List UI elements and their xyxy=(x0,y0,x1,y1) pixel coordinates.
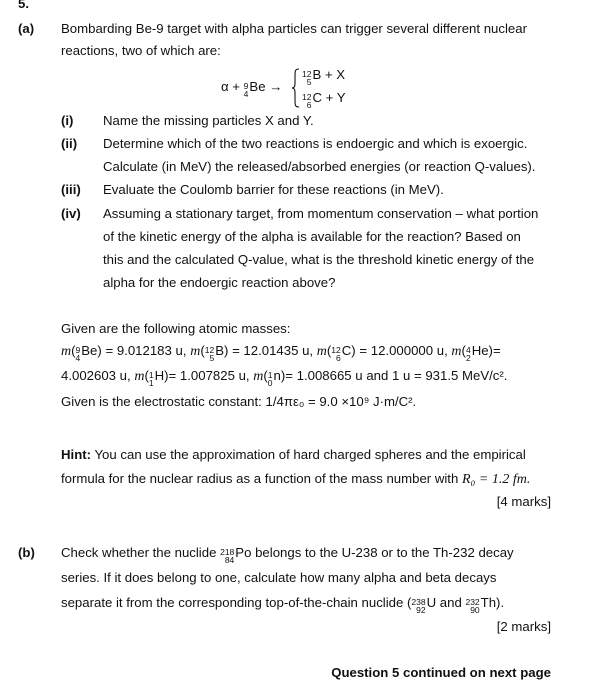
subpart-label-ii: (ii) xyxy=(61,136,78,151)
be-nuclide: 9 4 Be xyxy=(243,79,266,99)
part-a-marks: [4 marks] xyxy=(496,494,551,509)
alpha-symbol: α xyxy=(221,79,229,94)
subpart-iv-line3: this and the calculated Q-value, what is the threshold kinetic energy of the xyxy=(103,252,535,267)
subpart-i-text: Name the missing particles X and Y. xyxy=(103,113,314,128)
subpart-label-iii: (iii) xyxy=(61,182,81,197)
given-title: Given are the following atomic masses: xyxy=(61,321,291,336)
constant-value: 1/4πε₀ = 9.0 ×10⁹ J·m/C². xyxy=(265,394,417,409)
subpart-iv-line1: Assuming a stationary target, from momentum conservation – what portion xyxy=(103,206,539,221)
product-line-1: 12 5 B + X xyxy=(302,67,346,87)
reaction-equation xyxy=(221,66,421,112)
part-b-line3: separate it from the corresponding top-of-the-chain nuclide ( 238 92 U and 232 90 Th ). xyxy=(61,595,505,615)
part-a-label: (a) xyxy=(18,21,35,36)
masses-line-1: m( 9 4 Be) = 9.012183 u, m( 12 5 B) = 12.01435 u, m( 12 6 C) = 12.000000 u, m( 4 2 He)= xyxy=(61,343,501,363)
brace-icon xyxy=(291,68,301,108)
question-number: 5. xyxy=(18,0,29,11)
subpart-iv-line4: alpha for the endoergic reaction above? xyxy=(103,275,336,290)
hint-line-2: formula for the nuclear radius as a function of the mass number with R₀ = 1.2 fm. xyxy=(61,471,531,487)
part-b-line2: series. If it does belong to one, calculate how many alpha and beta decays xyxy=(61,570,497,585)
th-nuclide: 232 90 Th xyxy=(465,595,497,615)
continued-footer: Question 5 continued on next page xyxy=(331,665,551,680)
hint-label: Hint: xyxy=(61,447,92,462)
u-nuclide: 238 92 U xyxy=(411,595,437,615)
subpart-iv-line2: of the kinetic energy of the alpha is available for the reaction? Based on xyxy=(103,229,521,244)
po-nuclide: 218 84 Po xyxy=(220,545,252,565)
masses-line-2: 4.002603 u, m( 1 1 H)= 1.007825 u, m( 1 0 n)= 1.008665 u and 1 u = 931.5 MeV/c². xyxy=(61,368,508,388)
part-b-label: (b) xyxy=(18,545,35,560)
part-a-intro-line2: reactions, two of which are: xyxy=(61,43,221,58)
subpart-ii-line1: Determine which of the two reactions is endoergic and which is exoergic. xyxy=(103,136,528,151)
subpart-label-iv: (iv) xyxy=(61,206,81,221)
part-b-line1: Check whether the nuclide 218 84 Po belongs to the U-238 or to the Th-232 decay xyxy=(61,545,514,565)
r0-value: R₀ = 1.2 fm. xyxy=(461,472,531,487)
part-a-intro-line1: Bombarding Be-9 target with alpha particles can trigger several different nuclear xyxy=(61,21,527,36)
constant-line: Given is the electrostatic constant: 1/4πε₀ = 9.0 ×10⁹ J·m/C². xyxy=(61,394,417,409)
plus-sign: + xyxy=(232,79,240,94)
subpart-label-i: (i) xyxy=(61,113,74,128)
subpart-iii-text: Evaluate the Coulomb barrier for these reactions (in MeV). xyxy=(103,182,444,197)
product-line-2: 12 6 C + Y xyxy=(302,90,346,110)
arrow: → xyxy=(269,79,283,94)
subpart-ii-line2: Calculate (in MeV) the released/absorbed energies (or reaction Q-values). xyxy=(103,159,536,174)
hint-line-1: Hint: You can use the approximation of hard charged spheres and the empirical xyxy=(61,447,526,462)
part-b-marks: [2 marks] xyxy=(496,619,551,634)
